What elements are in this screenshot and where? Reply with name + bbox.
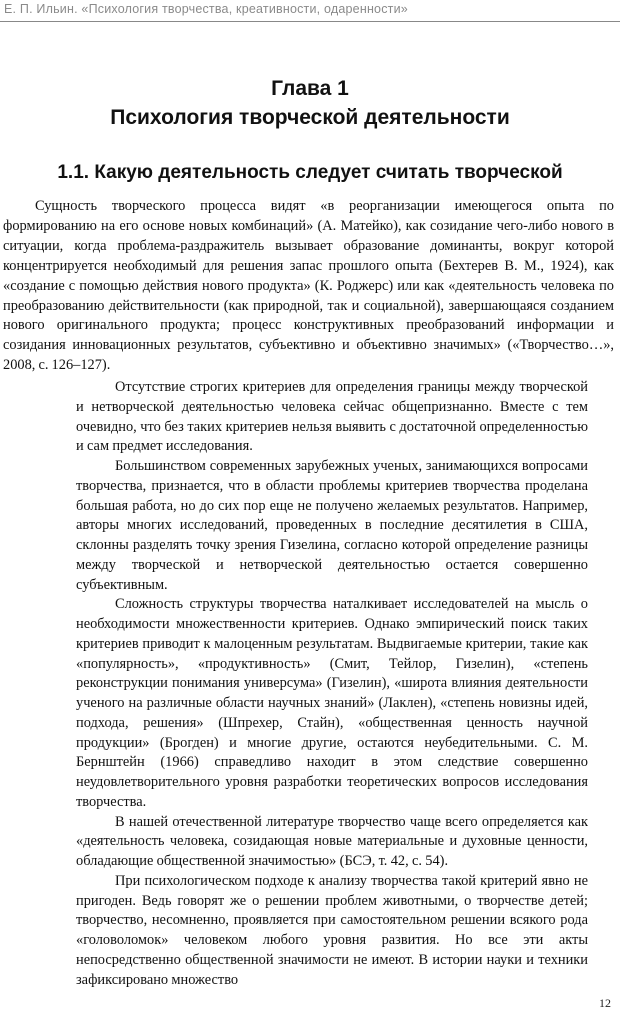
quote-paragraph: В нашей отечественной литературе творчество чаще всего определяется как «деятельность человека, созидающая новые материальные и духовные ценности, обладающие общественной значимостью» (БСЭ, т. 42, с. 54). (76, 813, 588, 869)
quote-paragraph: Большинством современных зарубежных ученых, занимающихся вопросами творчества, признается, что в области проблемы критериев творчества проделана большая работа, но до сих пор еще не получено желаемых результатов. Например, авторы многих исследований, проведенных в последние десятилетия в США, склонны разделять точку зрения Гизелина, согласно которой определение разницы между творческой и нетворческой деятельностью остается совершенно субъективным. (76, 458, 588, 593)
quote-paragraph: Сложность структуры творчества наталкивает исследователей на мысль о необходимости множественности критериев. Однако эмпирический поиск таких критериев приводит к малоценным результатам. Выдвигаемые критерии, такие как «популярность», «продуктивность» (Смит, Тейлор, Гизелин), «степень реконструкции понимания универсума» (Гизелин), «широта влияния деятельности ученого на различные области научных знаний» (Лаклен), «степень новизны идей, подхода, решения» (Шпрехер, Стайн), «общественная ценность научной продукции» (Брогден) и многие другие, остаются неубедительными. С. М. Бернштейн (1966) справедливо находит в этом следствие совершенно неудовлетворительного уровня разработки теоретических вопросов исследования творчества. (76, 596, 588, 810)
quoted-passage (76, 378, 588, 990)
chapter-title: Психология творческой деятельности (110, 106, 510, 129)
section-title: 1.1. Какую деятельность следует считать творческой (57, 162, 563, 183)
lead-paragraph-block (3, 197, 614, 376)
lead-paragraph: Сущность творческого процесса видят «в реорганизации имеющегося опыта по формированию на его основе новых комбинаций» (А. Матейко), как созидание чего-либо нового в ситуации, когда проблема-раздражитель вызывает образование доминанты, вокруг которой концентрируется необходимый для решения запас прошлого опыта (Бехтерев В. М., 1924), как «создание с помощью действия нового продукта» (К. Роджерс) или как «деятельность человека по преобразованию действительности (как природной, так и социальной), завершающаяся созданием нового оригинального продукта; процесс конструктивных преобразований информации и созидания инновационных результатов, субъективно и объективно значимых» («Творчество…», 2008, с. 126–127). (3, 198, 614, 374)
header-rule (0, 21, 620, 22)
quote-paragraph: Отсутствие строгих критериев для определения границы между творческой и нетворческой деятельностью человека сейчас общепризнанно. Вместе с тем очевидно, что без таких критериев нельзя выявить с достаточной определенностью и сам предмет исследования. (76, 379, 588, 455)
running-head: Е. П. Ильин. «Психология творчества, креативности, одаренности» (4, 2, 408, 16)
chapter-number: Глава 1 (271, 77, 349, 100)
chapter-heading (0, 74, 620, 132)
page-number: 12 (599, 996, 611, 1010)
quote-paragraph: При психологическом подходе к анализу творчества такой критерий явно не пригоден. Ведь говорят же о решении проблем животными, о творчестве детей; творчество, несомненно, проявляется при самостоятельном решении всякого рода «головоломок» человеком любого уровня развития. Но все эти акты непосредственно общественной значимости не имеют. В истории науки и техники зафиксировано множество (76, 872, 588, 988)
